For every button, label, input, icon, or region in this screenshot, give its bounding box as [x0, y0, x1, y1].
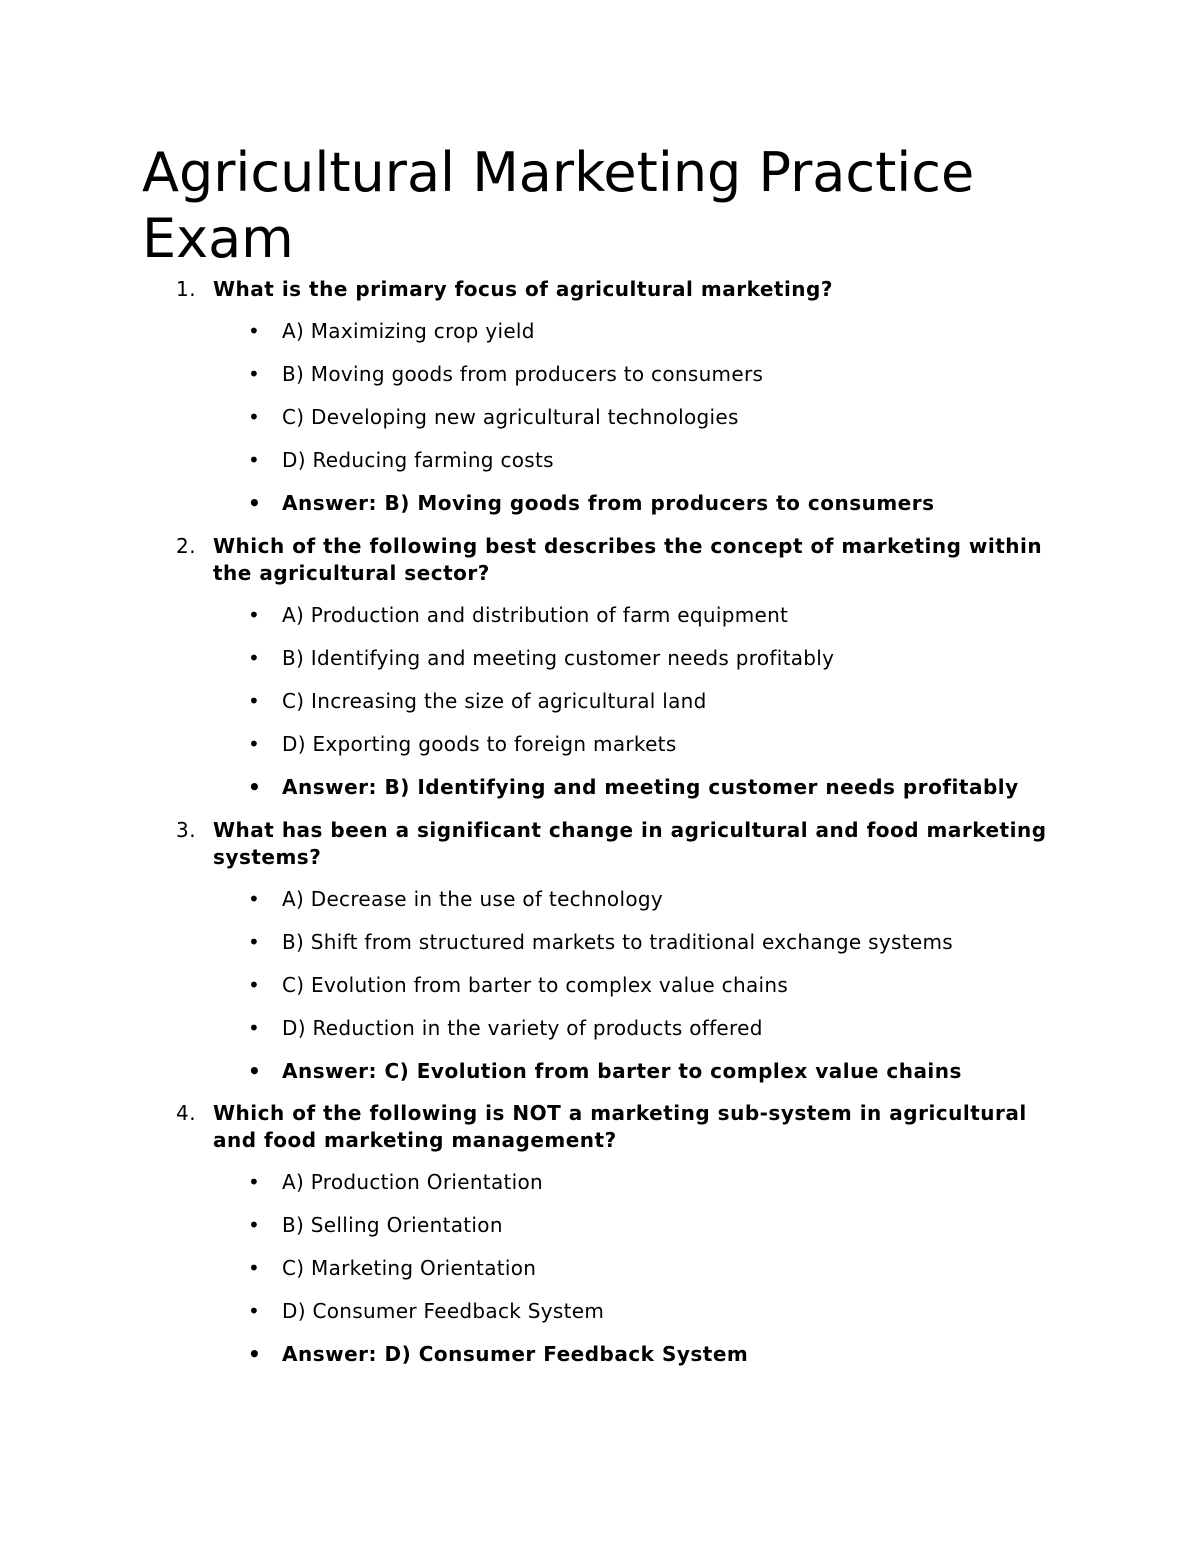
question-text: [168, 817, 1068, 871]
option-text: B) Selling Orientation: [282, 1213, 503, 1237]
option-c: [168, 404, 1068, 447]
option-text: C) Marketing Orientation: [282, 1256, 537, 1280]
question-prompt: What is the primary focus of agricultural marketing?: [213, 277, 833, 301]
option-list: [168, 1169, 1068, 1384]
option-text: D) Reducing farming costs: [282, 448, 554, 472]
bullet-icon: •: [248, 1059, 262, 1083]
bullet-icon: •: [248, 689, 261, 713]
option-text: C) Evolution from barter to complex value chains: [282, 973, 789, 997]
bullet-icon: •: [248, 973, 261, 997]
bullet-icon: •: [248, 1299, 261, 1323]
question-3: [168, 817, 1068, 1101]
answer-text: Answer: C) Evolution from barter to complex value chains: [282, 1059, 962, 1083]
option-text: D) Exporting goods to foreign markets: [282, 732, 677, 756]
option-b: [168, 645, 1068, 688]
question-number: 1.: [176, 277, 197, 301]
option-d: [168, 731, 1068, 774]
option-text: B) Shift from structured markets to traditional exchange systems: [282, 930, 953, 954]
option-a: [168, 886, 1068, 929]
option-text: C) Developing new agricultural technologies: [282, 405, 739, 429]
option-text: A) Production and distribution of farm equipment: [282, 603, 789, 627]
option-a: [168, 318, 1068, 361]
option-text: A) Maximizing crop yield: [282, 319, 535, 343]
question-text: [168, 276, 1068, 303]
bullet-icon: •: [248, 448, 261, 472]
question-text: [168, 533, 1068, 587]
option-text: C) Increasing the size of agricultural land: [282, 689, 707, 713]
answer-line: [168, 1341, 1068, 1384]
option-text: D) Consumer Feedback System: [282, 1299, 605, 1323]
option-c: [168, 1255, 1068, 1298]
option-d: [168, 1298, 1068, 1341]
bullet-icon: •: [248, 362, 261, 386]
option-a: [168, 602, 1068, 645]
bullet-icon: •: [248, 646, 261, 670]
option-list: [168, 602, 1068, 817]
answer-line: [168, 490, 1068, 533]
option-text: A) Production Orientation: [282, 1170, 544, 1194]
option-text: A) Decrease in the use of technology: [282, 887, 663, 911]
bullet-icon: •: [248, 319, 261, 343]
question-number: 2.: [176, 534, 197, 558]
bullet-icon: •: [248, 1342, 262, 1366]
question-number: 3.: [176, 818, 197, 842]
bullet-icon: •: [248, 732, 261, 756]
option-c: [168, 972, 1068, 1015]
bullet-icon: •: [248, 1170, 261, 1194]
question-prompt: Which of the following best describes the concept of marketing within the agricultural sector?: [213, 534, 1043, 585]
bullet-icon: •: [248, 405, 261, 429]
question-1: [168, 276, 1068, 533]
option-b: [168, 1212, 1068, 1255]
page-title: Agricultural Marketing Practice Exam: [142, 141, 975, 270]
bullet-icon: •: [248, 887, 261, 911]
option-d: [168, 1015, 1068, 1058]
answer-text: Answer: B) Moving goods from producers to consumers: [282, 491, 935, 515]
answer-line: [168, 1058, 1068, 1101]
option-text: B) Identifying and meeting customer needs profitably: [282, 646, 835, 670]
question-number: 4.: [176, 1101, 197, 1125]
question-prompt: Which of the following is NOT a marketing sub-system in agricultural and food marketing management?: [213, 1101, 1027, 1152]
answer-line: [168, 774, 1068, 817]
option-b: [168, 361, 1068, 404]
option-b: [168, 929, 1068, 972]
question-prompt: What has been a significant change in agricultural and food marketing systems?: [213, 818, 1047, 869]
bullet-icon: •: [248, 775, 262, 799]
question-2: [168, 533, 1068, 817]
option-list: [168, 318, 1068, 533]
bullet-icon: •: [248, 1256, 261, 1280]
option-text: D) Reduction in the variety of products offered: [282, 1016, 763, 1040]
option-d: [168, 447, 1068, 490]
bullet-icon: •: [248, 1213, 261, 1237]
option-text: B) Moving goods from producers to consumers: [282, 362, 764, 386]
answer-text: Answer: D) Consumer Feedback System: [282, 1342, 749, 1366]
bullet-icon: •: [248, 1016, 261, 1040]
answer-text: Answer: B) Identifying and meeting customer needs profitably: [282, 775, 1019, 799]
option-a: [168, 1169, 1068, 1212]
question-text: [168, 1100, 1068, 1154]
option-list: [168, 886, 1068, 1101]
bullet-icon: •: [248, 930, 261, 954]
bullet-icon: •: [248, 491, 262, 515]
bullet-icon: •: [248, 603, 261, 627]
question-4: [168, 1100, 1068, 1384]
option-c: [168, 688, 1068, 731]
